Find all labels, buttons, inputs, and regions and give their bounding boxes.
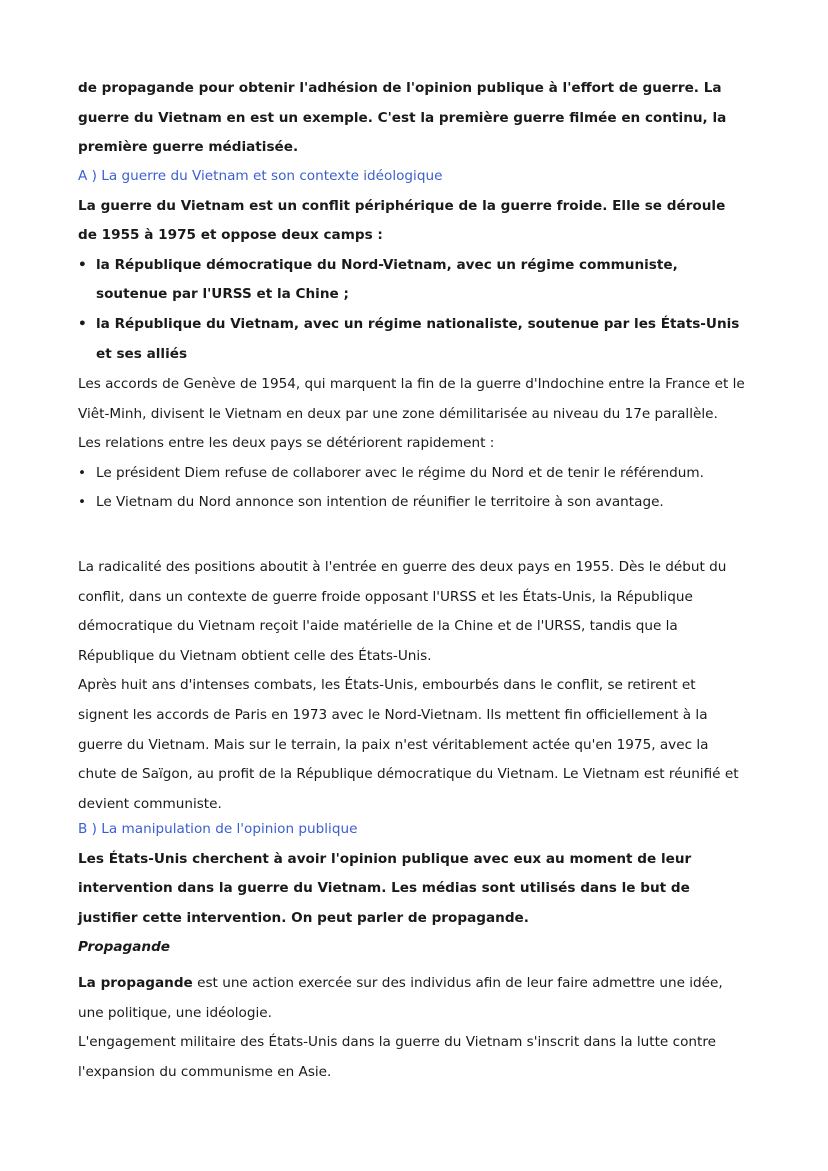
list-item-text: Le président Diem refuse de collaborer avec le régime du Nord et de tenir le référendum. <box>96 464 704 481</box>
section-a-list <box>78 459 750 518</box>
list-item <box>78 310 748 369</box>
section-b-letter: B <box>78 821 88 837</box>
section-a <box>78 162 748 369</box>
definition-text: est une action exercée sur des individus afin de leur faire admettre une idée, une politique, une idéologie. <box>78 974 723 1021</box>
section-b <box>78 815 748 1087</box>
definition-term: La propagande <box>78 974 193 991</box>
list-item <box>78 459 750 489</box>
section-a-separator: ) <box>91 168 97 184</box>
section-b-para: L'engagement militaire des États-Unis dans la guerre du Vietnam s'inscrit dans la lutte contre l'expansion du communisme en Asie. <box>78 1034 717 1080</box>
section-a-history <box>78 553 748 819</box>
term-heading: Propagande <box>78 939 171 956</box>
bullet-icon: • <box>78 315 87 332</box>
list-item-text: la République démocratique du Nord-Vietnam, avec un régime communiste, soutenue par l'URSS et la Chine ; <box>96 256 678 303</box>
section-a-para1: Les accords de Genève de 1954, qui marquent la fin de la guerre d'Indochine entre la France et le Viêt-Minh, divisent le Vietnam en deux par une zone démilitarisée au niveau du 17e parallèle. <box>78 376 745 422</box>
section-b-separator: ) <box>91 821 97 837</box>
section-a-heading <box>78 162 748 192</box>
intro-paragraph: de propagande pour obtenir l'adhésion de l'opinion publique à l'effort de guerre. La guerre du Vietnam en est un exemple. C'est la première guerre filmée en continu, la première guerre médiatisée. <box>78 80 727 156</box>
section-a-body <box>78 370 750 518</box>
section-b-bold-intro: Les États-Unis cherchent à avoir l'opinion publique avec eux au moment de leur intervention dans la guerre du Vietnam. Les médias sont utilisés dans le but de justifier cette intervention. On peut parler de propagande. <box>78 850 692 926</box>
list-item-text: la République du Vietnam, avec un régime nationaliste, soutenue par les États-Unis et ses alliés <box>96 315 740 362</box>
section-a-para3: La radicalité des positions aboutit à l'entrée en guerre des deux pays en 1955. Dès le début du conflit, dans un contexte de guerre froide opposant l'URSS et les États-Unis, la République démocratique du Vietnam reçoit l'aide matérielle de la Chine et de l'URSS, tandis que la République du Vietnam obtient celle des États-Unis. <box>78 559 727 664</box>
section-b-heading <box>78 815 748 845</box>
list-item-text: Le Vietnam du Nord annonce son intention de réunifier le territoire à son avantage. <box>96 494 664 511</box>
definition-paragraph <box>78 969 748 1028</box>
section-b-title: La manipulation de l'opinion publique <box>101 821 358 837</box>
section-a-letter: A <box>78 168 88 184</box>
list-item <box>78 251 748 310</box>
bullet-icon: • <box>78 464 87 481</box>
section-a-title: La guerre du Vietnam et son contexte idéologique <box>101 168 443 184</box>
list-item <box>78 488 750 518</box>
section-a-bold-intro: La guerre du Vietnam est un conflit périphérique de la guerre froide. Elle se déroule de 1955 à 1975 et oppose deux camps : <box>78 197 726 244</box>
bullet-icon: • <box>78 494 87 511</box>
section-a-para2: Les relations entre les deux pays se détériorent rapidement : <box>78 435 495 452</box>
section-a-para4: Après huit ans d'intenses combats, les États-Unis, embourbés dans le conflit, se retirent et signent les accords de Paris en 1973 avec le Nord-Vietnam. Ils mettent fin officiellement à la guerre du Vietnam. Mais sur le terrain, la paix n'est véritablement actée qu'en 1975, avec la chute de Saïgon, au profit de la République démocratique du Vietnam. Le Vietnam est réunifié et devient communiste. <box>78 677 739 812</box>
section-a-bold-list <box>78 251 748 369</box>
bullet-icon: • <box>78 256 87 273</box>
